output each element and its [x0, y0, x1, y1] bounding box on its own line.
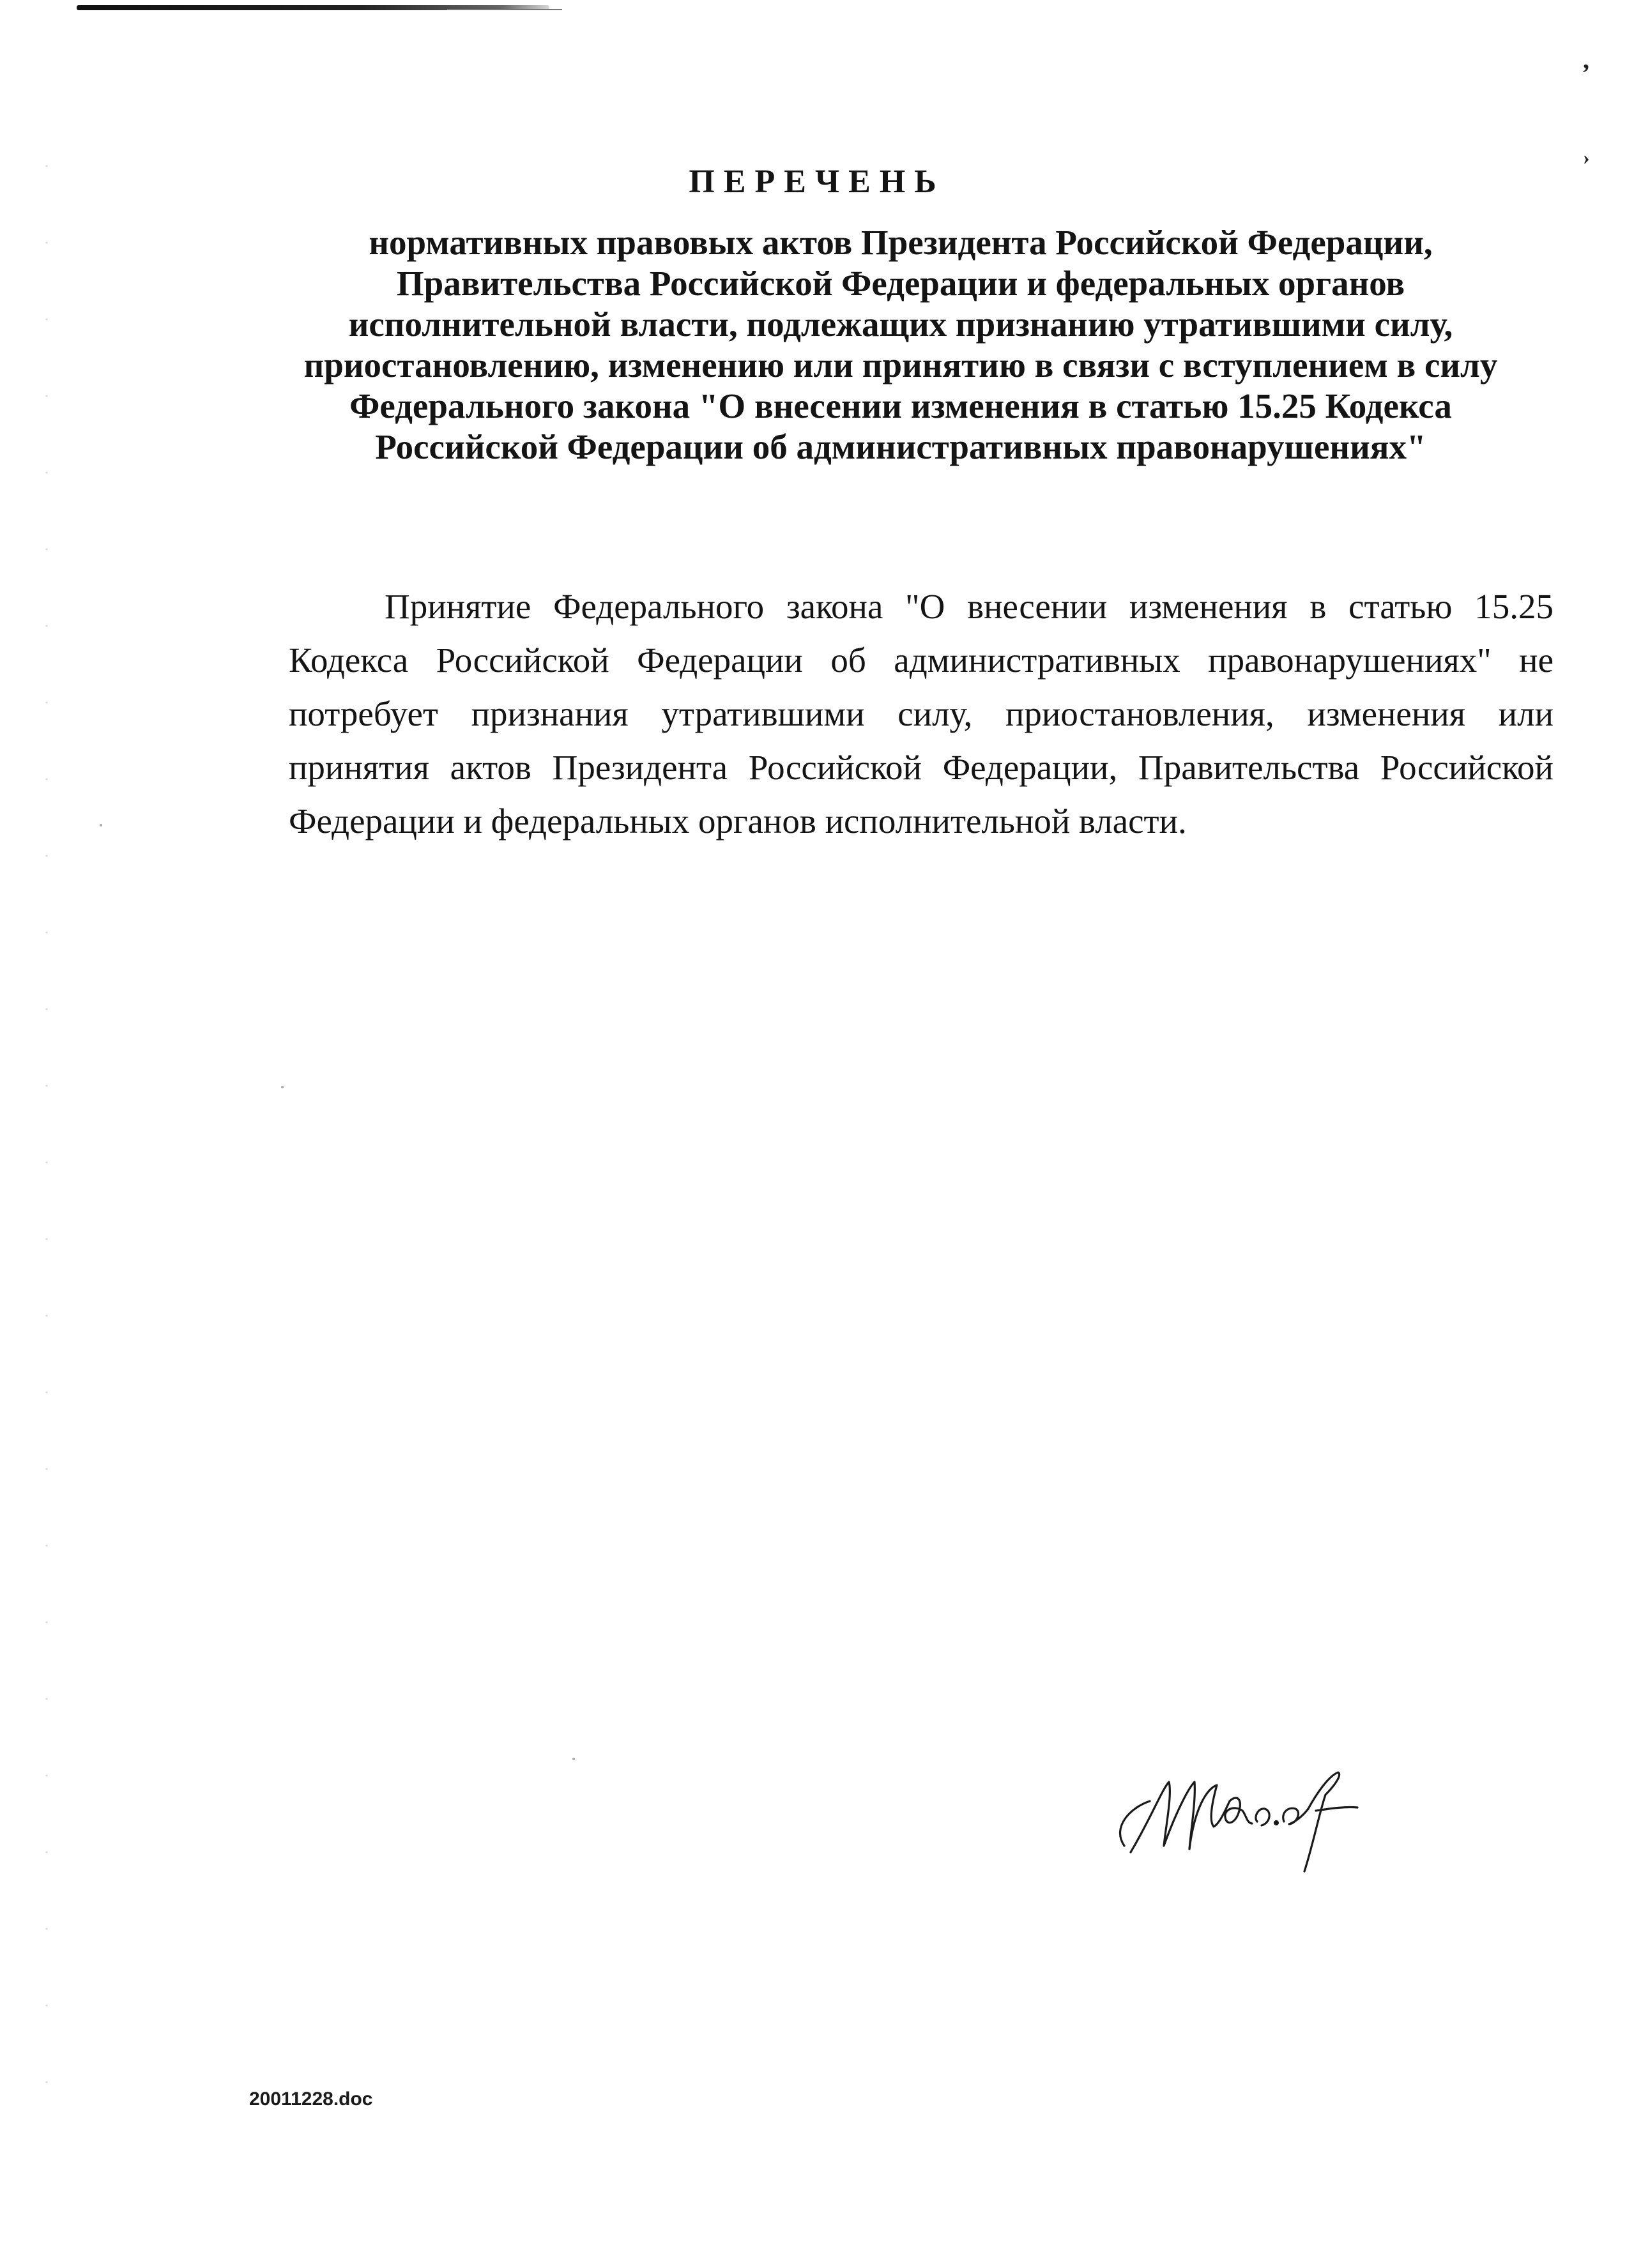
scan-speck: [100, 824, 102, 826]
scan-margin-noise: [45, 128, 49, 2108]
file-reference: 20011228.doc: [249, 2089, 373, 2110]
document-body-paragraph: Принятие Федерального закона "О внесении изменения в статью 15.25 Кодекса Российской Федерации об административных правонарушениях" не потребует признания утратившими силу, приостановления, изменения или принятия актов Президента Российской Федерации, Правительства Российской Федерации и федеральных органов исполнительной власти.: [289, 587, 1554, 841]
document-subtitle: нормативных правовых актов Президента Российской Федерации, Правительства Российской Федерации и федеральных органов исполнительной власти, подлежащих признанию утратившими силу, приостановлению, изменению или принятию в связи с вступлением в силу Федерального закона "О внесении изменения в статью 15.25 Кодекса Российской Федерации об административных правонарушениях": [303, 223, 1498, 466]
scan-edge-line: [447, 9, 562, 10]
margin-mark: ,: [1583, 45, 1589, 74]
handwritten-signature: [1105, 1750, 1373, 1884]
scan-speck: [281, 1086, 284, 1088]
document-title: ПЕРЕЧЕНЬ: [689, 164, 945, 200]
margin-mark: ›: [1583, 146, 1590, 169]
scan-speck: [572, 1758, 575, 1760]
